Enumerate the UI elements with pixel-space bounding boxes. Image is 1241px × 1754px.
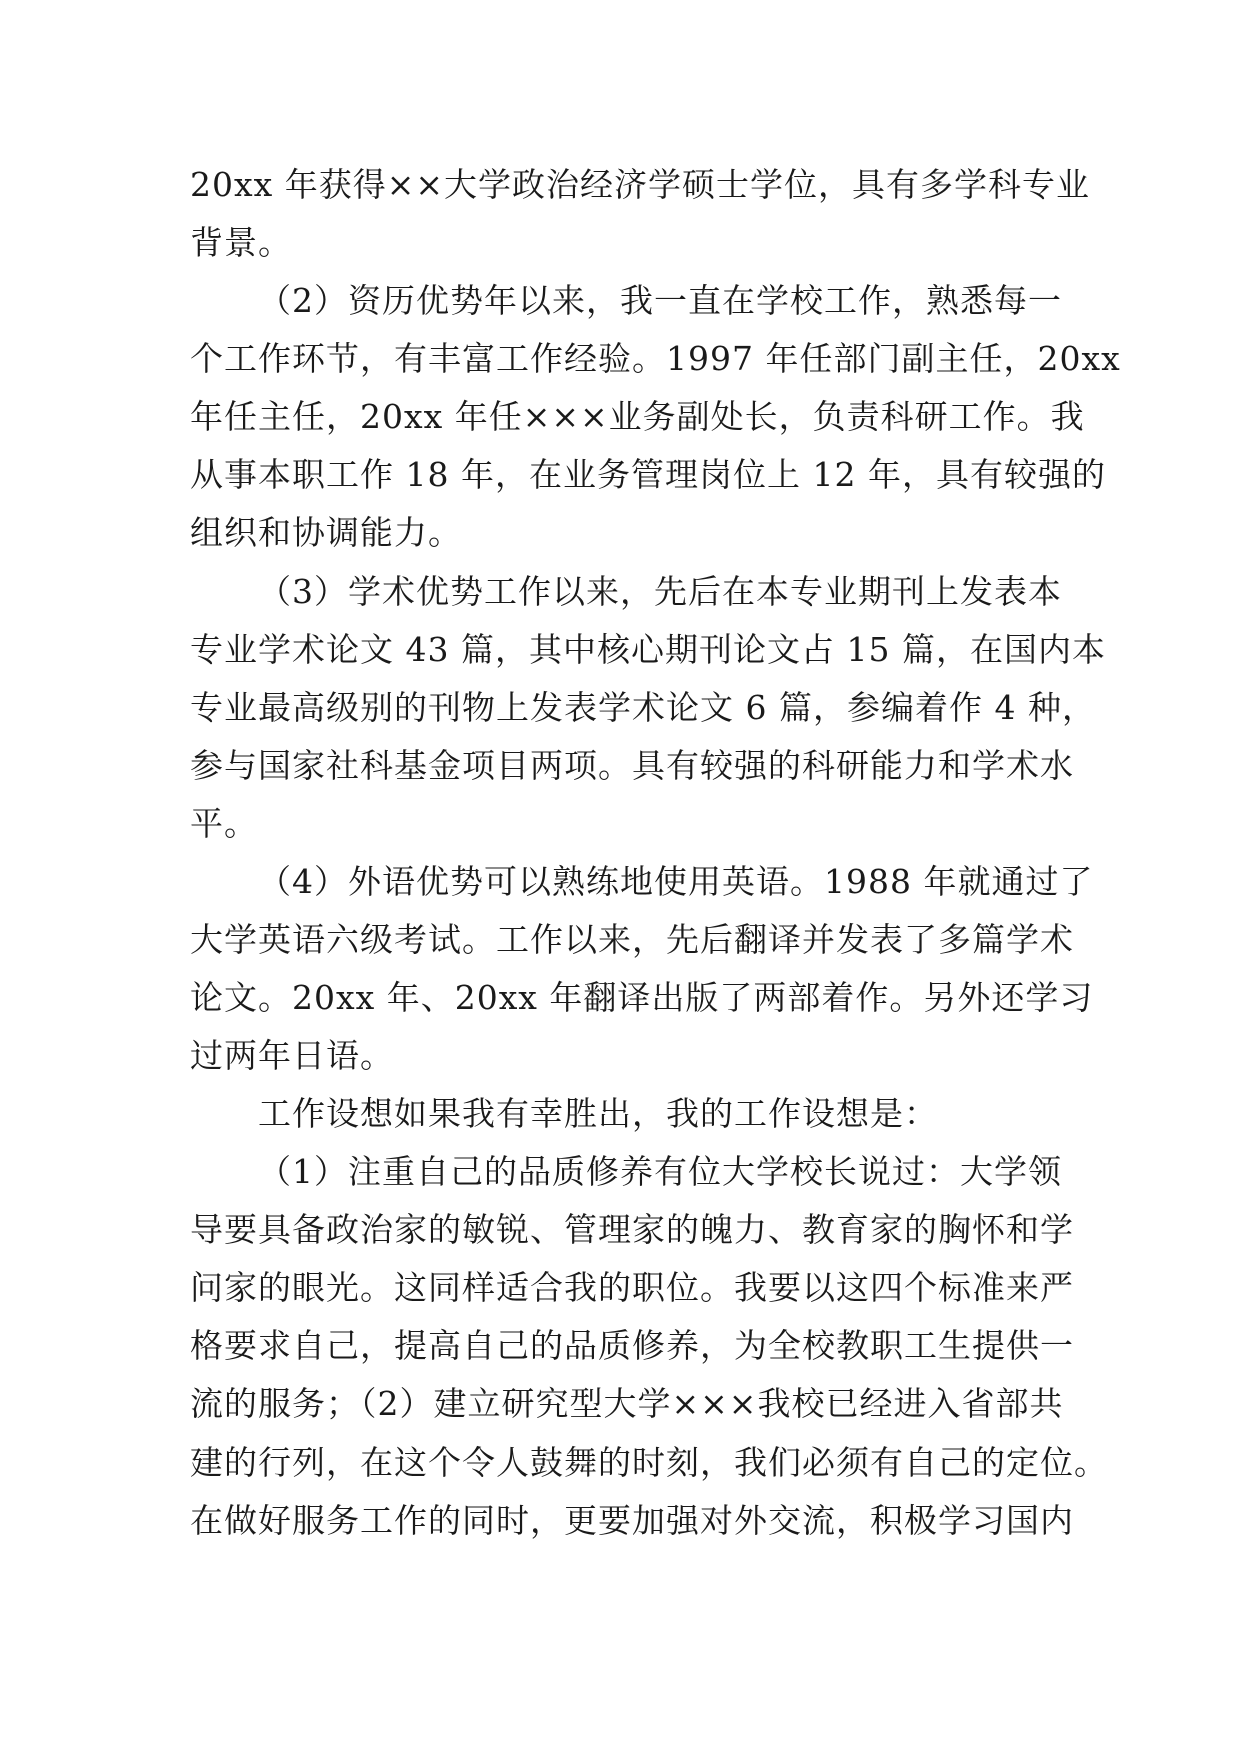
- text-line: 大学英语六级考试。工作以来，先后翻译并发表了多篇学术: [190, 920, 1074, 959]
- text-line: 组织和协调能力。: [190, 513, 462, 552]
- text-line: 过两年日语。: [190, 1036, 394, 1075]
- text-line: 格要求自己，提高自己的品质修养，为全校教职工生提供一: [190, 1326, 1074, 1365]
- paragraph-start-line: （2）资历优势年以来，我一直在学校工作，熟悉每一: [258, 281, 1062, 320]
- text-line: 专业最高级别的刊物上发表学术论文 6 篇，参编着作 4 种，: [190, 688, 1096, 727]
- paragraph-start-line: （3）学术优势工作以来，先后在本专业期刊上发表本: [258, 572, 1062, 611]
- text-line: 论文。20xx 年、20xx 年翻译出版了两部着作。另外还学习: [190, 978, 1094, 1017]
- text-line: 个工作环节，有丰富工作经验。1997 年任部门副主任，20xx: [190, 339, 1121, 378]
- text-line: 建的行列，在这个令人鼓舞的时刻，我们必须有自己的定位。: [190, 1443, 1108, 1482]
- text-line: 专业学术论文 43 篇，其中核心期刊论文占 15 篇，在国内本: [190, 630, 1106, 669]
- paragraph-start-line: 工作设想如果我有幸胜出，我的工作设想是：: [258, 1094, 938, 1133]
- text-line: 流的服务；（2）建立研究型大学×××我校已经进入省部共: [190, 1384, 1064, 1423]
- text-line: 年任主任，20xx 年任×××业务副处长，负责科研工作。我: [190, 397, 1085, 436]
- text-line: 从事本职工作 18 年，在业务管理岗位上 12 年，具有较强的: [190, 455, 1106, 494]
- text-line: 20xx 年获得××大学政治经济学硕士学位，具有多学科专业: [190, 165, 1091, 204]
- text-line: 背景。: [190, 223, 292, 262]
- text-line: 导要具备政治家的敏锐、管理家的魄力、教育家的胸怀和学: [190, 1210, 1074, 1249]
- paragraph-start-line: （1）注重自己的品质修养有位大学校长说过：大学领: [258, 1152, 1062, 1191]
- text-line: 问家的眼光。这同样适合我的职位。我要以这四个标准来严: [190, 1268, 1074, 1307]
- text-line: 平。: [190, 804, 258, 843]
- paragraph-start-line: （4）外语优势可以熟练地使用英语。1988 年就通过了: [258, 862, 1094, 901]
- text-line: 在做好服务工作的同时，更要加强对外交流，积极学习国内: [190, 1501, 1074, 1540]
- text-line: 参与国家社科基金项目两项。具有较强的科研能力和学术水: [190, 746, 1074, 785]
